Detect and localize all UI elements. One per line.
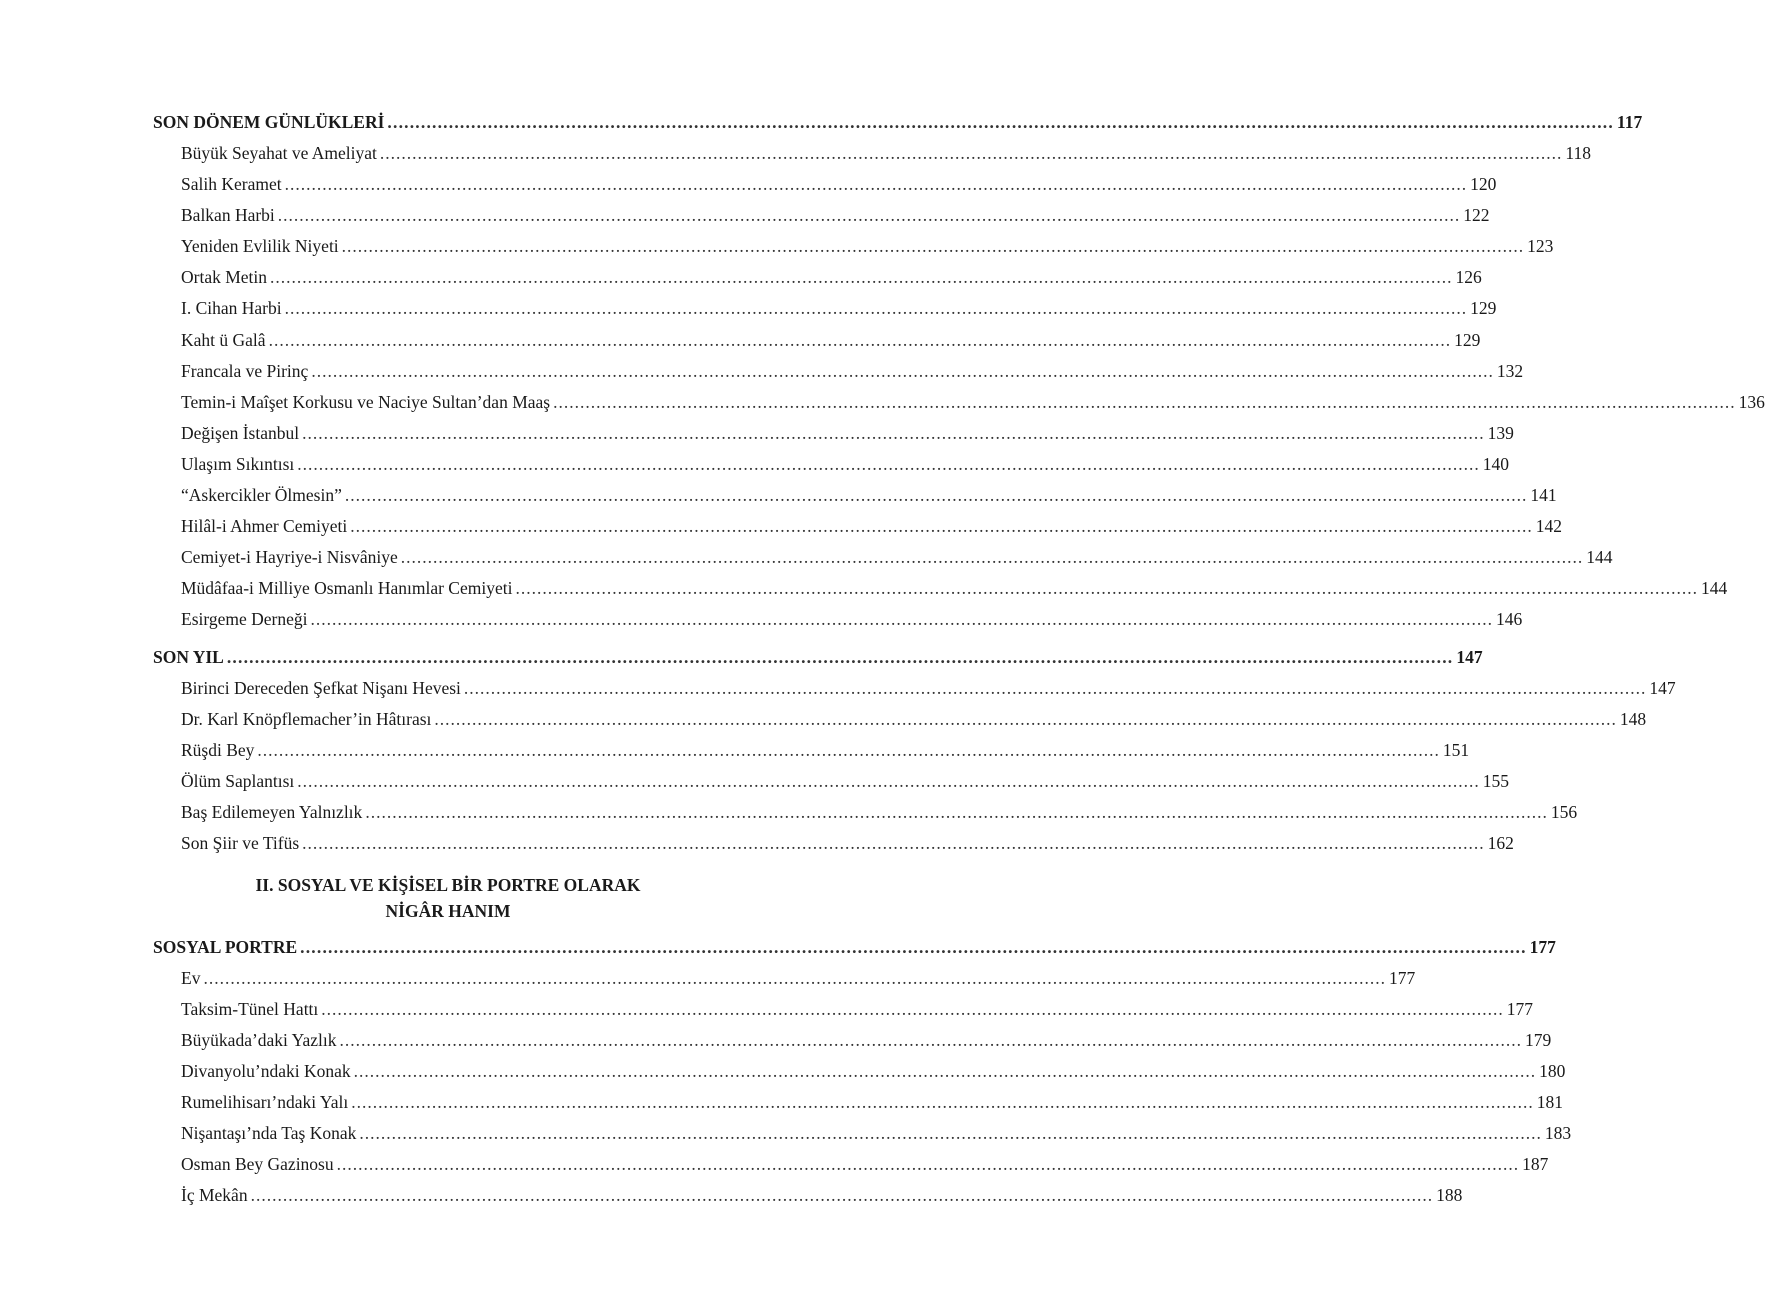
toc-page-number: 132 xyxy=(1496,361,1524,381)
toc-entry-title: Yeniden Evlilik Niyeti xyxy=(181,236,339,256)
dot-leader: ............................................................................................................................................................................................................................ xyxy=(379,143,1563,163)
toc-entry xyxy=(181,482,1557,508)
toc-entry-title: Nişantaşı’nda Taş Konak xyxy=(181,1123,357,1143)
toc-page-number: 151 xyxy=(1442,740,1470,760)
toc-entry xyxy=(181,202,1490,228)
dot-leader: ............................................................................................................................................................................................................................ xyxy=(311,361,1494,381)
toc-page-number: 126 xyxy=(1455,267,1482,287)
dot-leader: ............................................................................................................................................................................................................................ xyxy=(277,205,1461,225)
dot-leader: ............................................................................................................................................................................................................................ xyxy=(270,267,1453,287)
dot-leader: ............................................................................................................................................................................................................................ xyxy=(297,454,1480,474)
toc-entry-title: Değişen İstanbul xyxy=(181,423,300,443)
dot-leader: ............................................................................................................................................................................................................................ xyxy=(203,968,1386,988)
toc-page-number: 136 xyxy=(1738,392,1765,412)
toc-page-number: 123 xyxy=(1527,236,1554,256)
dot-leader: ............................................................................................................................................................................................................................ xyxy=(226,647,1454,667)
toc-entry xyxy=(181,1120,1572,1146)
toc-entry-title: Osman Bey Gazinosu xyxy=(181,1154,334,1174)
toc-entry xyxy=(181,606,1523,632)
toc-entry xyxy=(181,830,1514,856)
toc-entry xyxy=(181,327,1481,353)
toc-page-number: 117 xyxy=(1616,112,1643,132)
dot-leader: ............................................................................................................................................................................................................................ xyxy=(344,485,1528,505)
toc-entry xyxy=(181,799,1578,825)
toc-page-number: 144 xyxy=(1586,547,1613,567)
toc-page-number: 177 xyxy=(1529,937,1556,957)
toc-page-number: 147 xyxy=(1649,678,1676,698)
toc-entry-title: Rumelihisarı’ndaki Yalı xyxy=(181,1092,349,1112)
toc-entry-title: Divanyolu’ndaki Konak xyxy=(181,1061,351,1081)
toc-page-number: 177 xyxy=(1388,968,1416,988)
toc-entry-title: Ortak Metin xyxy=(181,267,268,287)
dot-leader: ............................................................................................................................................................................................................................ xyxy=(341,236,1525,256)
toc-entry-title: “Askercikler Ölmesin” xyxy=(181,485,342,505)
toc-page-number: 179 xyxy=(1525,1030,1552,1050)
toc-page-number: 120 xyxy=(1470,174,1497,194)
toc-entry-title: Temin-i Maîşet Korkusu ve Naciye Sultan’dan Maaş xyxy=(181,392,551,412)
dot-leader: ............................................................................................................................................................................................................................ xyxy=(553,392,1736,412)
toc-entry xyxy=(181,1151,1549,1177)
dot-leader: ............................................................................................................................................................................................................................ xyxy=(336,1154,1520,1174)
toc-entry-title: Cemiyet-i Hayriye-i Nisvâniye xyxy=(181,547,398,567)
toc-entry xyxy=(181,768,1510,794)
toc-section-heading xyxy=(153,934,1556,960)
dot-leader: ............................................................................................................................................................................................................................ xyxy=(515,578,1698,598)
toc-entry-title: Esirgeme Derneği xyxy=(181,609,308,629)
toc-page-number: 188 xyxy=(1436,1185,1463,1205)
toc-section-heading xyxy=(153,644,1483,670)
dot-leader: ............................................................................................................................................................................................................................ xyxy=(353,1061,1537,1081)
toc-entry xyxy=(181,1089,1563,1115)
toc-entry-title: Ölüm Saplantısı xyxy=(181,771,295,791)
toc-entry-title: Son Şiir ve Tifüs xyxy=(181,833,300,853)
dot-leader: ............................................................................................................................................................................................................................ xyxy=(297,771,1480,791)
toc-entry-title: Francala ve Pirinç xyxy=(181,361,309,381)
dot-leader: ............................................................................................................................................................................................................................ xyxy=(321,999,1504,1019)
toc-entry-title: Kaht ü Galâ xyxy=(181,330,266,350)
toc-entry-title: I. Cihan Harbi xyxy=(181,298,282,318)
toc-entry-title: Ulaşım Sıkıntısı xyxy=(181,454,295,474)
toc-page-number: 181 xyxy=(1536,1092,1563,1112)
toc-section-title: SON DÖNEM GÜNLÜKLERİ xyxy=(153,112,385,132)
toc-entry xyxy=(181,706,1647,732)
dot-leader: ............................................................................................................................................................................................................................ xyxy=(310,609,1494,629)
toc-page-number: 148 xyxy=(1619,709,1647,729)
toc-page-number: 156 xyxy=(1550,802,1578,822)
dot-leader: ............................................................................................................................................................................................................................ xyxy=(300,937,1527,957)
toc-entry xyxy=(181,737,1470,763)
toc-page-number: 144 xyxy=(1700,578,1728,598)
dot-leader: ............................................................................................................................................................................................................................ xyxy=(350,516,1533,536)
dot-leader: ............................................................................................................................................................................................................................ xyxy=(302,833,1485,853)
toc-entry xyxy=(181,575,1728,601)
toc-page-number: 146 xyxy=(1496,609,1523,629)
dot-leader: ............................................................................................................................................................................................................................ xyxy=(365,802,1548,822)
dot-leader: ............................................................................................................................................................................................................................ xyxy=(463,678,1647,698)
toc-section-title: SOSYAL PORTRE xyxy=(153,937,298,957)
toc-page-number: 118 xyxy=(1565,143,1591,163)
toc-section-heading xyxy=(153,109,1643,135)
dot-leader: ............................................................................................................................................................................................................................ xyxy=(302,423,1485,443)
toc-entry-title: İç Mekân xyxy=(181,1185,248,1205)
toc-entry xyxy=(181,233,1554,259)
toc-entry xyxy=(181,358,1524,384)
dot-leader: ............................................................................................................................................................................................................................ xyxy=(257,740,1440,760)
toc-page-number: 122 xyxy=(1463,205,1490,225)
toc-entry xyxy=(181,171,1497,197)
toc-page-number: 183 xyxy=(1544,1123,1572,1143)
dot-leader: ............................................................................................................................................................................................................................ xyxy=(434,709,1617,729)
toc-section-title: SON YIL xyxy=(153,647,224,667)
toc-page-number: 180 xyxy=(1539,1061,1566,1081)
toc-entry xyxy=(181,389,1765,415)
toc-page-number: 155 xyxy=(1482,771,1510,791)
toc-entry-title: Baş Edilemeyen Yalnızlık xyxy=(181,802,363,822)
toc-entry-title: Taksim-Tünel Hattı xyxy=(181,999,319,1019)
toc-entry xyxy=(181,1027,1552,1053)
toc-page-number: 129 xyxy=(1470,298,1497,318)
toc-entry xyxy=(181,513,1562,539)
toc-page-number: 141 xyxy=(1530,485,1557,505)
toc-entry-title: Büyükada’daki Yazlık xyxy=(181,1030,337,1050)
toc-entry xyxy=(181,1182,1463,1208)
dot-leader: ............................................................................................................................................................................................................................ xyxy=(351,1092,1534,1112)
toc-page-number: 147 xyxy=(1456,647,1483,667)
toc-entry-title: Birinci Dereceden Şefkat Nişanı Hevesi xyxy=(181,678,461,698)
toc-entry-title: Müdâfaa-i Milliye Osmanlı Hanımlar Cemiyeti xyxy=(181,578,513,598)
toc-page-number: 142 xyxy=(1535,516,1562,536)
toc-entry xyxy=(181,264,1482,290)
toc-entry-title: Balkan Harbi xyxy=(181,205,275,225)
toc-entry xyxy=(181,451,1510,477)
dot-leader: ............................................................................................................................................................................................................................ xyxy=(284,298,1468,318)
dot-leader: ............................................................................................................................................................................................................................ xyxy=(250,1185,1434,1205)
dot-leader: ............................................................................................................................................................................................................................ xyxy=(268,330,1452,350)
dot-leader: ............................................................................................................................................................................................................................ xyxy=(359,1123,1542,1143)
dot-leader: ............................................................................................................................................................................................................................ xyxy=(339,1030,1523,1050)
toc-page-number: 129 xyxy=(1454,330,1481,350)
toc-entry xyxy=(181,420,1514,446)
toc-entry-title: Büyük Seyahat ve Ameliyat xyxy=(181,143,377,163)
toc-entry-title: Hilâl-i Ahmer Cemiyeti xyxy=(181,516,348,536)
part-heading-line-2: NİGÂR HANIM xyxy=(385,901,511,921)
toc-page-number: 139 xyxy=(1487,423,1514,443)
toc-page-number: 140 xyxy=(1482,454,1510,474)
toc-page-number: 177 xyxy=(1506,999,1534,1019)
toc-entry-title: Ev xyxy=(181,968,201,988)
dot-leader: ............................................................................................................................................................................................................................ xyxy=(284,174,1468,194)
toc-entry xyxy=(181,140,1591,166)
toc-entry xyxy=(181,544,1613,570)
dot-leader: ............................................................................................................................................................................................................................ xyxy=(400,547,1584,567)
part-heading-line-1: II. SOSYAL VE KİŞİSEL BİR PORTRE OLARAK xyxy=(255,875,641,895)
toc-entry xyxy=(181,295,1497,321)
toc-entry xyxy=(181,996,1534,1022)
toc-entry xyxy=(181,675,1676,701)
toc-page-number: 162 xyxy=(1487,833,1514,853)
toc-entry-title: Salih Keramet xyxy=(181,174,282,194)
toc-page-number: 187 xyxy=(1522,1154,1549,1174)
toc-entry-title: Rüşdi Bey xyxy=(181,740,255,760)
toc-entry xyxy=(181,965,1416,991)
toc-entry xyxy=(181,1058,1566,1084)
toc-entry-title: Dr. Karl Knöpflemacher’in Hâtırası xyxy=(181,709,432,729)
dot-leader: ............................................................................................................................................................................................................................ xyxy=(387,112,1614,132)
